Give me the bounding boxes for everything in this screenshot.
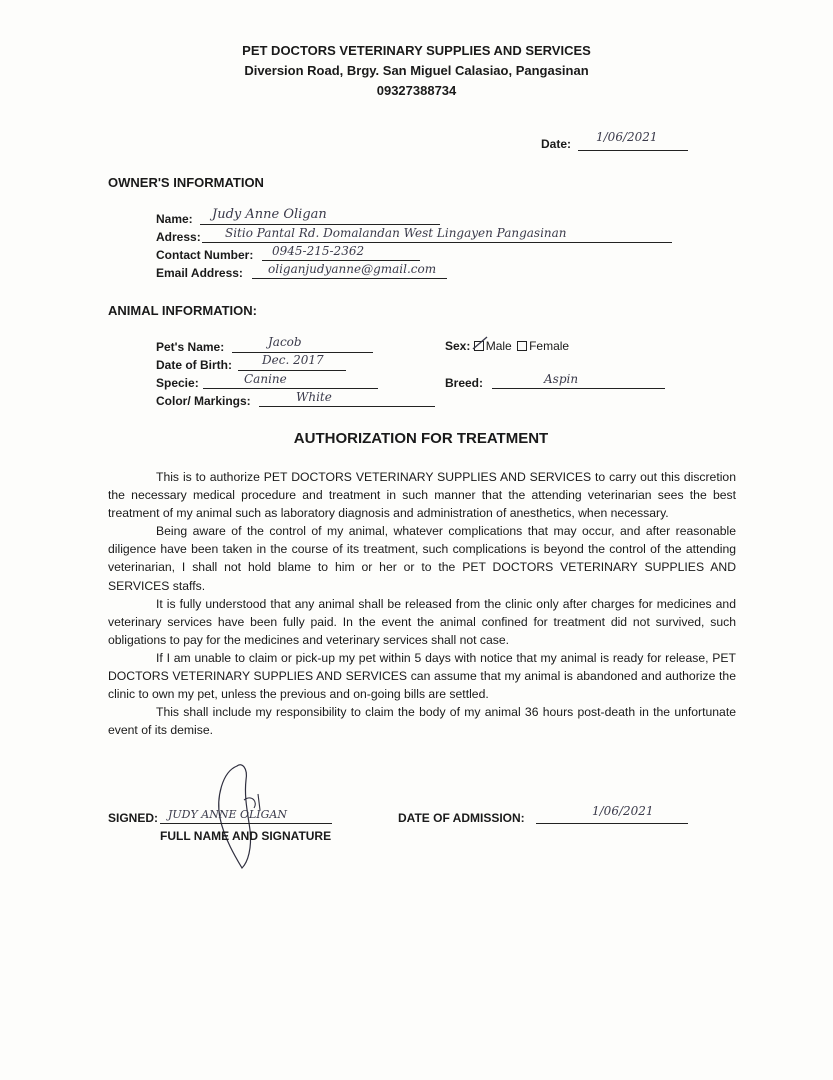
sex-field bbox=[445, 339, 569, 353]
owner-name-value: Judy Anne Oligan bbox=[212, 207, 327, 222]
sex-female-option: Female bbox=[529, 339, 570, 353]
dob-line bbox=[238, 370, 346, 371]
authorization-title: AUTHORIZATION FOR TREATMENT bbox=[293, 430, 549, 447]
color-line bbox=[259, 406, 435, 407]
company-name: PET DOCTORS VETERINARY SUPPLIES AND SERVICES bbox=[242, 43, 591, 58]
admission-date-line bbox=[536, 823, 688, 824]
authorization-paragraph: This is to authorize PET DOCTORS VETERINARY SUPPLIES AND SERVICES to carry out this discretion the necessary medical procedure and treatment in such manner that the attending veterinarian sees the best treatment of my animal such as laboratory diagnosis and administration of anesthetics, when necessary. bbox=[108, 470, 736, 521]
admission-date-value: 1/06/2021 bbox=[592, 804, 654, 818]
date-label: Date: bbox=[541, 137, 572, 151]
sex-label: Sex: bbox=[445, 339, 471, 353]
signed-label: SIGNED: bbox=[108, 811, 159, 825]
color-label: Color/ Markings: bbox=[156, 394, 251, 408]
breed-value: Aspin bbox=[544, 372, 579, 386]
breed-label: Breed: bbox=[445, 376, 484, 390]
breed-line bbox=[492, 388, 665, 389]
owner-section-title: OWNER'S INFORMATION bbox=[108, 175, 264, 190]
color-value: White bbox=[296, 390, 332, 404]
owner-name-label: Name: bbox=[156, 212, 193, 226]
specie-value: Canine bbox=[244, 372, 287, 386]
owner-address-label: Adress: bbox=[156, 230, 201, 244]
owner-email-value: oliganjudyanne@gmail.com bbox=[268, 262, 437, 276]
authorization-paragraph: Being aware of the control of my animal, whatever complications that may occur, and after reasonable diligence have been taken in the course of its treatment, such complications is beyond the control of the attending veterinarian, I shall not hold blame to him or her or to the PET DOCTORS VETERINARY SUPPLIES AND SERVICES staffs. bbox=[108, 524, 736, 593]
owner-name-line bbox=[200, 224, 440, 225]
owner-email-label: Email Address: bbox=[156, 266, 243, 280]
owner-address-line bbox=[202, 242, 672, 243]
female-checkbox-icon bbox=[517, 341, 527, 351]
pet-name-value: Jacob bbox=[268, 335, 302, 349]
specie-label: Specie: bbox=[156, 376, 199, 390]
dob-label: Date of Birth: bbox=[156, 358, 232, 372]
signed-value: JUDY ANNE OLIGAN bbox=[168, 808, 288, 821]
animal-section-title: ANIMAL INFORMATION: bbox=[108, 303, 257, 318]
owner-contact-label: Contact Number: bbox=[156, 248, 254, 262]
owner-contact-value: 0945-215-2362 bbox=[272, 244, 365, 258]
owner-address-value: Sitio Pantal Rd. Domalandan West Lingayen Pangasinan bbox=[225, 226, 567, 240]
owner-contact-line bbox=[262, 260, 420, 261]
signature-caption: FULL NAME AND SIGNATURE bbox=[160, 829, 332, 843]
signed-line bbox=[160, 823, 332, 824]
company-address: Diversion Road, Brgy. San Miguel Calasiao, Pangasinan bbox=[244, 63, 589, 78]
date-value: 1/06/2021 bbox=[596, 130, 658, 144]
authorization-paragraph: It is fully understood that any animal shall be released from the clinic only after charges for medicines and veterinary services have been fully paid. In the event the animal confined for treatment did not survived, such obligations to pay for the medicines and veterinary services shall not case. bbox=[108, 596, 736, 647]
authorization-paragraph: If I am unable to claim or pick-up my pet within 5 days with notice that my animal is ready for release, PET DOCTORS VETERINARY SUPPLIES AND SERVICES can assume that my animal is abandoned and authorize the clinic to own my pet, unless the previous and on-going bills are settled. bbox=[108, 650, 736, 702]
date-line bbox=[578, 150, 688, 151]
company-phone: 09327388734 bbox=[376, 83, 457, 98]
male-checkbox-checked-icon bbox=[474, 339, 486, 349]
dob-value: Dec. 2017 bbox=[262, 353, 324, 367]
sex-male-option: Male bbox=[485, 339, 512, 353]
authorization-body bbox=[108, 468, 736, 739]
admission-date-label: DATE OF ADMISSION: bbox=[398, 811, 525, 825]
authorization-paragraph: This shall include my responsibility to claim the body of my animal 36 hours post-death in the unfortunate event of its demise. bbox=[108, 705, 736, 738]
specie-line bbox=[203, 388, 378, 389]
pet-name-label: Pet's Name: bbox=[156, 340, 225, 354]
owner-email-line bbox=[252, 278, 447, 279]
